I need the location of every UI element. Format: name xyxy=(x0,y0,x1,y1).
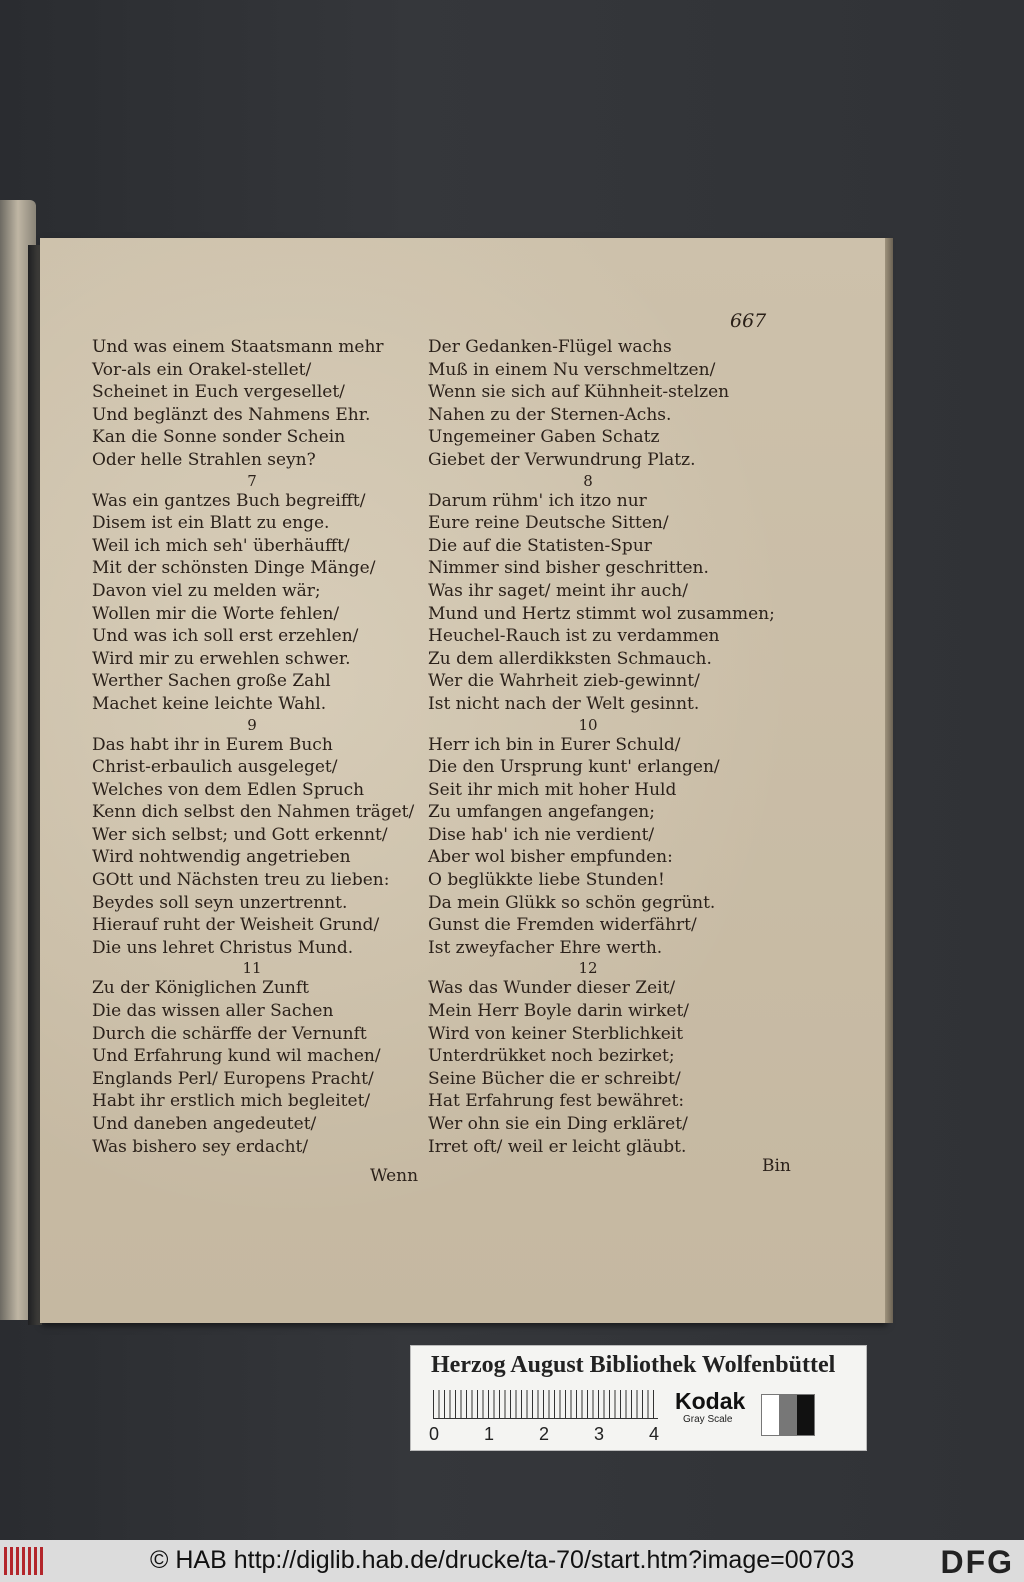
verse-line: Christ-erbaulich ausgeleget/ xyxy=(92,757,338,778)
verse-line: Und was einem Staatsmann mehr xyxy=(92,337,384,357)
library-title: Herzog August Bibliothek Wolfenbüttel xyxy=(431,1352,836,1378)
verse-line: Wenn sie sich auf Kühnheit-stelzen xyxy=(428,382,730,403)
verse-line: Was bishero sey erdacht/ xyxy=(92,1136,309,1157)
verse-line: Irret oft/ weil er leicht gläubt. xyxy=(428,1136,687,1157)
verse-line: Ist zweyfacher Ehre werth. xyxy=(428,937,663,958)
stanza-number: 10 xyxy=(578,715,598,734)
verse-line: Zu umfangen angefangen; xyxy=(428,802,655,823)
verse-line: Weil ich mich seh' überhäufft/ xyxy=(92,535,350,556)
verse-line: Wer ohn sie ein Ding erkläret/ xyxy=(428,1114,688,1134)
verse-line: Wer die Wahrheit zieb-gewinnt/ xyxy=(428,671,700,692)
verse-line: Die den Ursprung kunt' erlangen/ xyxy=(428,757,720,778)
verse-line: Muß in einem Nu verschmeltzen/ xyxy=(428,359,716,380)
library-label-card xyxy=(410,1345,867,1451)
verse-line: Zu dem allerdikksten Schmauch. xyxy=(428,648,712,669)
catchword-left: Wenn xyxy=(370,1166,419,1186)
verse-line: Hat Erfahrung fest bewähret: xyxy=(428,1091,685,1112)
verse-line: Dise hab' ich nie verdient/ xyxy=(428,824,655,845)
verse-line: Aber wol bisher empfunden: xyxy=(428,847,673,868)
verse-line: Mund und Hertz stimmt wol zusammen; xyxy=(428,603,775,624)
verse-line: Mein Herr Boyle darin wirket/ xyxy=(428,1001,690,1022)
verse-line: Mit der schönsten Dinge Mänge/ xyxy=(92,558,376,579)
verse-line: Kenn dich selbst den Nahmen träget/ xyxy=(92,802,415,823)
page-number: 667 xyxy=(730,310,767,332)
verse-line: Seit ihr mich mit hoher Huld xyxy=(428,779,677,800)
catchword-right: Bin xyxy=(762,1156,791,1176)
verse-line: Habt ihr erstlich mich begleitet/ xyxy=(92,1091,371,1112)
verse-line: Englands Perl/ Europens Pracht/ xyxy=(92,1068,374,1089)
verse-line: Ungemeiner Gaben Schatz xyxy=(428,427,660,448)
verse-line: Werther Sachen große Zahl xyxy=(92,671,331,692)
verse-line: Die das wissen aller Sachen xyxy=(92,1001,334,1022)
verse-line: O beglükkte liebe Stunden! xyxy=(428,870,665,891)
verse-line: Unterdrükket noch bezirket; xyxy=(428,1046,675,1067)
verse-line: Wird mir zu erwehlen schwer. xyxy=(92,648,351,669)
verse-line: Und daneben angedeutet/ xyxy=(92,1114,317,1134)
verse-line: Wird von keiner Sterblichkeit xyxy=(428,1023,684,1044)
verse-line: Wollen mir die Worte fehlen/ xyxy=(92,603,340,624)
verse-line: Der Gedanken-Flügel wachs xyxy=(428,337,672,357)
verse-line: Die uns lehret Christus Mund. xyxy=(92,937,354,958)
verse-line: Darum rühm' ich itzo nur xyxy=(428,490,647,511)
stanza-number: 7 xyxy=(247,471,257,490)
verse-line: Scheinet in Euch vergesellet/ xyxy=(92,382,345,403)
verse-line: Wird nohtwendig angetrieben xyxy=(92,847,351,868)
verse-line: Das habt ihr in Eurem Buch xyxy=(92,734,333,755)
stanza-number: 12 xyxy=(578,959,598,978)
verse-line: Giebet der Verwundrung Platz. xyxy=(428,449,696,470)
ruler-number: 1 xyxy=(484,1424,495,1444)
verse-line: Machet keine leichte Wahl. xyxy=(92,693,327,714)
verse-line: Wer sich selbst; und Gott erkennt/ xyxy=(92,824,388,845)
verse-line: Kan die Sonne sonder Schein xyxy=(92,427,346,448)
stanza-number: 11 xyxy=(242,959,262,978)
verse-line: Heuchel-Rauch ist zu verdammen xyxy=(428,626,720,647)
right-column xyxy=(428,336,775,1158)
verse-line: GOtt und Nächsten treu zu lieben: xyxy=(92,870,390,891)
dfg-logo: DFG xyxy=(940,1544,1014,1580)
verse-line: Vor-als ein Orakel-stellet/ xyxy=(92,359,312,380)
stanza-number: 9 xyxy=(247,715,257,734)
gray-scale-patch xyxy=(761,1394,815,1436)
stanza-number: 8 xyxy=(583,471,593,490)
left-column xyxy=(92,336,432,1158)
verse-line: Und Erfahrung kund wil machen/ xyxy=(92,1046,381,1067)
verse-line: Nimmer sind bisher geschritten. xyxy=(428,558,709,579)
ruler-number: 4 xyxy=(649,1424,660,1444)
verse-line: Oder helle Strahlen seyn? xyxy=(92,449,316,470)
verse-line: Und beglänzt des Nahmens Ehr. xyxy=(92,404,371,425)
ruler-number: 3 xyxy=(594,1424,605,1444)
scale-ruler xyxy=(433,1390,658,1419)
kodak-brand: Kodak xyxy=(675,1388,746,1414)
verse-line: Welches von dem Edlen Spruch xyxy=(92,779,365,800)
verse-line: Davon viel zu melden wär; xyxy=(92,580,321,601)
verse-line: Eure reine Deutsche Sitten/ xyxy=(428,513,669,534)
verse-line: Die auf die Statisten-Spur xyxy=(428,535,652,556)
kodak-subtitle: Gray Scale xyxy=(683,1414,733,1425)
verse-line: Was ihr saget/ meint ihr auch/ xyxy=(428,580,688,601)
page-edge xyxy=(885,238,893,1323)
hab-logo-icon xyxy=(4,1547,46,1575)
verse-line: Gunst die Fremden widerfährt/ xyxy=(428,915,697,936)
ruler-number: 0 xyxy=(429,1424,440,1444)
verse-line: Herr ich bin in Eurer Schuld/ xyxy=(428,734,681,755)
verse-line: Seine Bücher die er schreibt/ xyxy=(428,1068,681,1089)
book-page xyxy=(40,238,885,1323)
verse-line: Hierauf ruht der Weisheit Grund/ xyxy=(92,915,380,936)
copyright-link[interactable]: © HAB http://diglib.hab.de/drucke/ta-70/start.htm?image=00703 xyxy=(150,1546,855,1574)
verse-line: Da mein Glükk so schön gegrünt. xyxy=(428,892,716,913)
verse-line: Ist nicht nach der Welt gesinnt. xyxy=(428,693,700,714)
verse-line: Nahen zu der Sternen-Achs. xyxy=(428,404,672,425)
verse-line: Was das Wunder dieser Zeit/ xyxy=(428,978,676,999)
footer-bar xyxy=(0,1540,1024,1582)
verse-line: Durch die schärffe der Vernunft xyxy=(92,1023,367,1044)
verse-line: Und was ich soll erst erzehlen/ xyxy=(92,626,359,647)
verse-line: Disem ist ein Blatt zu enge. xyxy=(92,513,330,534)
ruler-number: 2 xyxy=(539,1424,550,1444)
verse-line: Beydes soll seyn unzertrennt. xyxy=(92,892,348,913)
verse-line: Zu der Königlichen Zunft xyxy=(92,978,309,999)
verse-line: Was ein gantzes Buch begreifft/ xyxy=(92,490,366,511)
